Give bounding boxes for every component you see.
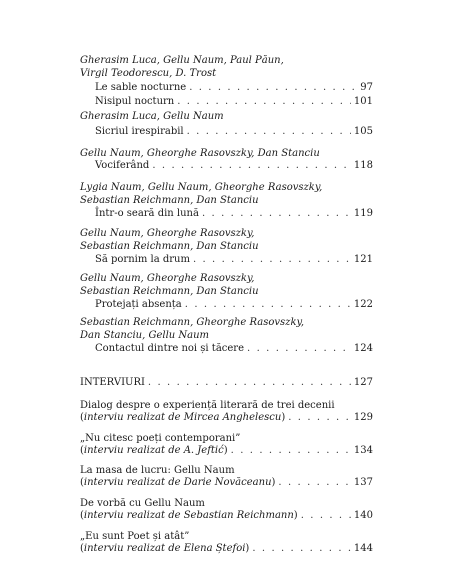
page-number: 140: [353, 510, 373, 521]
interview-note-text: interviu realizat de A. Jeftić: [83, 445, 224, 456]
authors-line: Virgil Teodorescu, D. Trost: [80, 68, 217, 79]
authors-line: Sebastian Reichmann, Dan Stanciu: [80, 195, 259, 206]
interview-note-text: interviu realizat de Elena Ștefoi: [83, 543, 246, 554]
section-entry-interviuri[interactable]: [80, 375, 373, 390]
interview-title[interactable]: De vorbă cu Gellu Naum: [80, 498, 205, 509]
interview-note: (interviu realizat de Elena Ștefoi): [80, 543, 250, 554]
section-title: INTERVIURI: [80, 377, 145, 388]
interview-entry[interactable]: [80, 475, 373, 490]
page-number: 119: [353, 208, 373, 219]
interview-note: (interviu realizat de Sebastian Reichmann): [80, 510, 298, 521]
dot-leader: [301, 508, 351, 523]
interview-entry[interactable]: [80, 443, 373, 458]
authors-line: Gellu Naum, Gheorghe Rasovszky,: [80, 273, 255, 284]
page-number: 134: [353, 445, 373, 456]
toc-entry[interactable]: [95, 80, 373, 95]
toc-entry[interactable]: [95, 94, 373, 109]
dot-leader: [185, 297, 351, 312]
page-number: 121: [353, 254, 373, 265]
dot-leader: [247, 341, 351, 356]
entry-title: Într-o seară din lună: [95, 208, 199, 219]
dot-leader: [148, 375, 351, 390]
interview-note: (interviu realizat de A. Jeftić): [80, 445, 228, 456]
authors-line: Gherasim Luca, Gellu Naum: [80, 111, 224, 122]
interview-title[interactable]: Dialog despre o experiență literară de trei decenii: [80, 400, 335, 411]
dot-leader: [187, 124, 351, 139]
toc-entry[interactable]: [95, 341, 373, 356]
dot-leader: [202, 206, 351, 221]
toc-entry[interactable]: [95, 252, 373, 267]
interview-note-text: interviu realizat de Darie Novăceanu: [83, 477, 272, 488]
page-number: 127: [353, 377, 373, 388]
entry-title: Nisipul nocturn: [95, 96, 175, 107]
toc-entry[interactable]: [95, 158, 373, 173]
authors-line: Gellu Naum, Gheorghe Rasovszky, Dan Stanciu: [80, 148, 320, 159]
page-number: 105: [353, 126, 373, 137]
authors-line: Dan Stanciu, Gellu Naum: [80, 330, 210, 341]
interview-entry[interactable]: [80, 541, 373, 556]
entry-title: Sicriul irespirabil: [95, 126, 184, 137]
interview-title[interactable]: La masa de lucru: Gellu Naum: [80, 465, 235, 476]
dot-leader: [231, 443, 351, 458]
interview-entry[interactable]: [80, 508, 373, 523]
page-number: 97: [360, 82, 373, 93]
interview-note: (interviu realizat de Mircea Anghelescu): [80, 412, 286, 423]
dot-leader: [189, 80, 354, 95]
toc-entry[interactable]: [95, 124, 373, 139]
authors-line: Gherasim Luca, Gellu Naum, Paul Păun,: [80, 55, 284, 66]
dot-leader: [252, 541, 351, 556]
interview-title[interactable]: „Nu citesc poeți contemporani”: [80, 433, 241, 444]
authors-line: Sebastian Reichmann, Dan Stanciu: [80, 286, 259, 297]
dot-leader: [177, 94, 351, 109]
interview-entry[interactable]: [80, 410, 373, 425]
authors-line: Sebastian Reichmann, Dan Stanciu: [80, 241, 259, 252]
interview-title[interactable]: „Eu sunt Poet și atât”: [80, 531, 190, 542]
dot-leader: [152, 158, 351, 173]
entry-title: Vociferând: [95, 160, 150, 171]
dot-leader: [193, 252, 351, 267]
authors-line: Gellu Naum, Gheorghe Rasovszky,: [80, 228, 255, 239]
dot-leader: [278, 475, 350, 490]
page-number: 137: [353, 477, 373, 488]
authors-line: Sebastian Reichmann, Gheorghe Rasovszky,: [80, 317, 304, 328]
interview-note-text: interviu realizat de Sebastian Reichmann: [83, 510, 294, 521]
interview-note-text: interviu realizat de Mircea Anghelescu: [83, 412, 282, 423]
page-number: 129: [353, 412, 373, 423]
entry-title: Protejați absența: [95, 299, 182, 310]
interview-note: (interviu realizat de Darie Novăceanu): [80, 477, 276, 488]
dot-leader: [288, 410, 351, 425]
page-number: 122: [353, 299, 373, 310]
authors-line: Lygia Naum, Gellu Naum, Gheorghe Rasovszky,: [80, 182, 323, 193]
entry-title: Contactul dintre noi și tăcere: [95, 343, 245, 354]
entry-title: Să pornim la drum: [95, 254, 190, 265]
entry-title: Le sable nocturne: [95, 82, 187, 93]
page-number: 124: [353, 343, 373, 354]
page-number: 118: [353, 160, 373, 171]
page-number: 144: [353, 543, 373, 554]
toc-entry[interactable]: [95, 297, 373, 312]
page-number: 101: [353, 96, 373, 107]
toc-entry[interactable]: [95, 206, 373, 221]
